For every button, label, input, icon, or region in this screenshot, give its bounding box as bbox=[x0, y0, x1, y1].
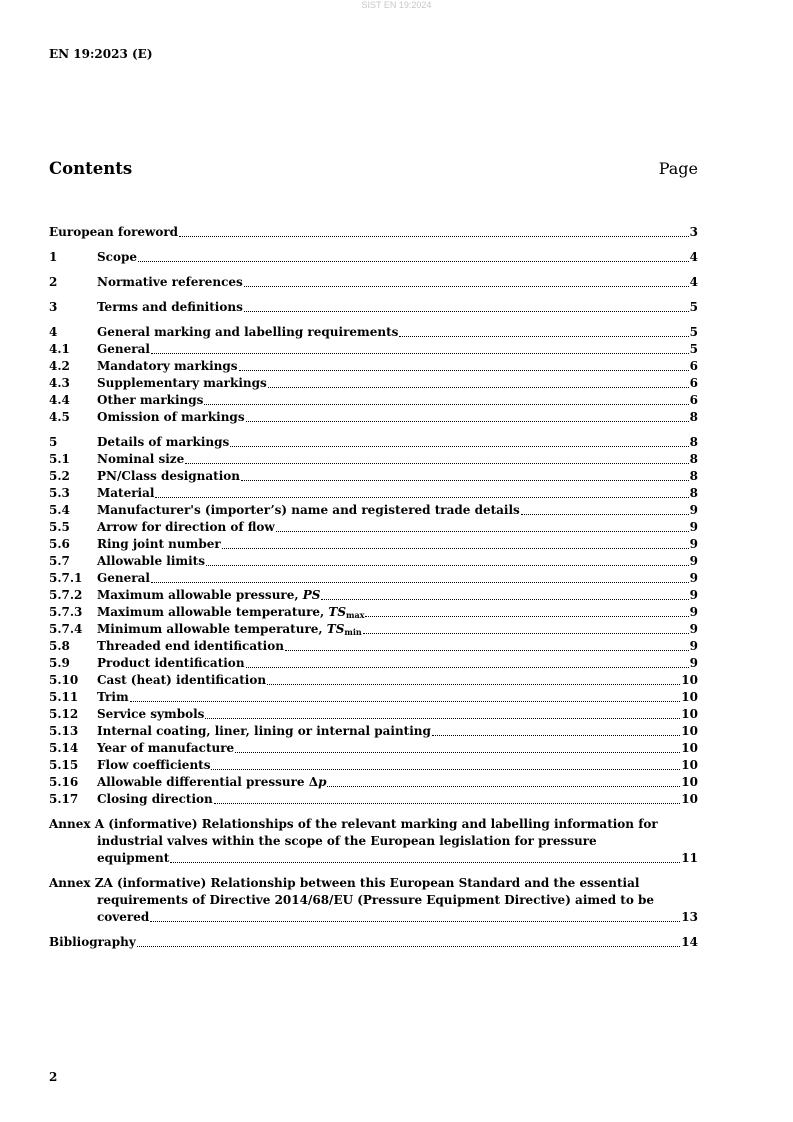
toc-entry-title-text: Maximum allowable pressure, bbox=[97, 588, 303, 602]
table-of-contents bbox=[49, 224, 698, 951]
toc-entry-number: 3 bbox=[49, 300, 58, 314]
leader-dots bbox=[321, 599, 688, 600]
toc-entry-page-number: 3 bbox=[689, 225, 698, 239]
leader-dots bbox=[150, 921, 680, 922]
toc-entry-page-number: 10 bbox=[681, 792, 698, 806]
toc-entry[interactable] bbox=[49, 553, 698, 570]
leader-dots bbox=[205, 718, 680, 719]
toc-entry-number: 5.1 bbox=[49, 452, 70, 466]
leader-dots bbox=[155, 497, 688, 498]
toc-entry-title bbox=[97, 570, 150, 587]
leader-dots bbox=[211, 769, 680, 770]
toc-entry-page-number: 8 bbox=[689, 486, 698, 500]
toc-entry[interactable] bbox=[49, 604, 698, 621]
toc-entry-title bbox=[97, 392, 203, 409]
annex-za-title-line-2: requirements of Directive 2014/68/EU (Pressure Equipment Directive) aimed to be bbox=[97, 893, 655, 907]
toc-entry-page-number: 8 bbox=[689, 452, 698, 466]
toc-entry-number: 5.3 bbox=[49, 486, 70, 500]
toc-entry-title bbox=[97, 434, 229, 451]
toc-entry[interactable] bbox=[49, 392, 698, 409]
toc-entry-title bbox=[97, 587, 320, 604]
toc-entry-number: 5.16 bbox=[49, 775, 79, 789]
toc-entry[interactable] bbox=[49, 672, 698, 689]
toc-entry-title bbox=[97, 536, 221, 553]
toc-entry-number: 4.5 bbox=[49, 410, 70, 424]
toc-entry-page-number: 10 bbox=[681, 775, 698, 789]
leader-dots bbox=[365, 616, 688, 617]
toc-entry-page-number: 9 bbox=[689, 503, 698, 517]
leader-dots bbox=[399, 336, 688, 337]
toc-entry-title-text: Maximum allowable temperature, bbox=[97, 605, 329, 619]
toc-entry-title bbox=[97, 375, 267, 392]
toc-entry-symbol: TS bbox=[328, 605, 347, 619]
toc-entry-number: 1 bbox=[49, 250, 58, 264]
toc-entry-title-text: Terms and definitions bbox=[97, 300, 243, 314]
toc-entry[interactable] bbox=[49, 655, 698, 672]
leader-dots bbox=[285, 650, 689, 651]
toc-entry-number: 5.13 bbox=[49, 724, 79, 738]
toc-entry-title-text: Minimum allowable temperature, bbox=[97, 622, 327, 636]
toc-entry-title bbox=[97, 341, 150, 358]
toc-entry[interactable] bbox=[49, 757, 698, 774]
toc-entry-number: 5.8 bbox=[49, 639, 70, 653]
toc-entry-title bbox=[97, 774, 326, 791]
toc-entry[interactable] bbox=[49, 689, 698, 706]
bibliography-title: Bibliography bbox=[49, 935, 136, 949]
leader-dots bbox=[137, 946, 681, 947]
leader-dots bbox=[244, 286, 689, 287]
toc-entry-title bbox=[97, 655, 245, 672]
toc-entry[interactable] bbox=[49, 587, 698, 604]
toc-entry-title-text: Omission of markings bbox=[97, 410, 245, 424]
toc-entry-number: 5.7.1 bbox=[49, 571, 83, 585]
toc-entry-title-text: Normative references bbox=[97, 275, 243, 289]
toc-entry-page-number: 9 bbox=[689, 554, 698, 568]
toc-entry-page-number: 9 bbox=[689, 571, 698, 585]
toc-entry-number: 5.5 bbox=[49, 520, 70, 534]
toc-entry[interactable] bbox=[49, 468, 698, 485]
leader-dots bbox=[151, 582, 689, 583]
toc-entry-title-text: Other markings bbox=[97, 393, 204, 407]
toc-entry-title-text: Scope bbox=[97, 250, 138, 264]
toc-entry-number: 5.15 bbox=[49, 758, 79, 772]
toc-entry[interactable] bbox=[49, 299, 698, 316]
toc-entry-page-number: 4 bbox=[689, 275, 698, 289]
toc-entry-number: 2 bbox=[49, 275, 58, 289]
leader-dots bbox=[179, 236, 689, 237]
toc-entry-number: 4 bbox=[49, 325, 58, 339]
toc-entry-title bbox=[97, 757, 210, 774]
toc-entry[interactable] bbox=[49, 324, 698, 341]
document-id: EN 19:2023 (E) bbox=[49, 47, 153, 61]
toc-entry-annex-a[interactable] bbox=[49, 816, 698, 867]
toc-entry-title-text: European foreword bbox=[49, 225, 179, 239]
toc-entry-page-number: 4 bbox=[689, 250, 698, 264]
leader-dots bbox=[151, 353, 689, 354]
toc-entry-number: 5 bbox=[49, 435, 58, 449]
toc-entry-page-number: 10 bbox=[681, 707, 698, 721]
toc-entry-title-text: Trim bbox=[97, 690, 129, 704]
leader-dots bbox=[222, 548, 689, 549]
toc-entry-title-text: Cast (heat) identification bbox=[97, 673, 267, 687]
toc-entry-number: 5.7 bbox=[49, 554, 70, 568]
toc-entry-title-text: Supplementary markings bbox=[97, 376, 267, 390]
toc-entry-title bbox=[97, 723, 431, 740]
toc-entry[interactable] bbox=[49, 519, 698, 536]
toc-entry-title bbox=[97, 299, 243, 316]
toc-entry[interactable] bbox=[49, 621, 698, 638]
toc-entry-number: 4.1 bbox=[49, 342, 70, 356]
toc-entry-title-text: PN/Class designation bbox=[97, 469, 241, 483]
toc-entry-title bbox=[97, 638, 284, 655]
toc-entry-bibliography[interactable] bbox=[49, 934, 698, 951]
toc-entry-page-number: 10 bbox=[681, 741, 698, 755]
annex-a-title-line-3: equipment bbox=[97, 851, 170, 865]
toc-entry[interactable] bbox=[49, 249, 698, 266]
toc-entry-page-number: 5 bbox=[689, 300, 698, 314]
leader-dots bbox=[138, 261, 689, 262]
toc-entry-subscript: max bbox=[346, 610, 365, 620]
toc-entry-title bbox=[97, 604, 364, 621]
toc-entry[interactable] bbox=[49, 774, 698, 791]
toc-entry-page-number: 9 bbox=[689, 537, 698, 551]
leader-dots bbox=[267, 684, 680, 685]
toc-entry-title-text: Flow coefficients bbox=[97, 758, 211, 772]
leader-dots bbox=[170, 862, 680, 863]
toc-entry-title-text: Closing direction bbox=[97, 792, 213, 806]
toc-entry-title-text: Details of markings bbox=[97, 435, 230, 449]
toc-entry-title bbox=[97, 502, 520, 519]
toc-entry-number: 5.9 bbox=[49, 656, 70, 670]
toc-entry[interactable] bbox=[49, 409, 698, 426]
toc-entry-page-number: 6 bbox=[689, 359, 698, 373]
toc-entry-symbol: PS bbox=[302, 588, 321, 602]
toc-entry[interactable] bbox=[49, 358, 698, 375]
toc-entry-symbol: TS bbox=[326, 622, 345, 636]
toc-entry-number: 4.2 bbox=[49, 359, 70, 373]
toc-entry-number: 5.7.3 bbox=[49, 605, 83, 619]
toc-entry-title bbox=[49, 224, 178, 241]
toc-entry-title-text: Material bbox=[97, 486, 155, 500]
leader-dots bbox=[185, 463, 688, 464]
toc-entry[interactable] bbox=[49, 638, 698, 655]
leader-dots bbox=[235, 752, 680, 753]
bibliography-page-number: 14 bbox=[681, 935, 698, 949]
leader-dots bbox=[204, 404, 688, 405]
toc-entry-page-number: 6 bbox=[689, 376, 698, 390]
toc-entry-title bbox=[97, 409, 245, 426]
toc-entry-title bbox=[97, 358, 238, 375]
toc-entry-page-number: 8 bbox=[689, 469, 698, 483]
toc-entry-title-text: Manufacturer's (importer’s) name and registered trade details bbox=[97, 503, 520, 517]
toc-entry[interactable] bbox=[49, 502, 698, 519]
leader-dots bbox=[246, 421, 689, 422]
annex-a-title-line-2: industrial valves within the scope of the European legislation for pressure bbox=[97, 834, 597, 848]
footer-page-number: 2 bbox=[49, 1070, 58, 1084]
toc-entry-title-text: General marking and labelling requirements bbox=[97, 325, 399, 339]
toc-entry-title bbox=[97, 274, 243, 291]
toc-entry-title bbox=[97, 672, 266, 689]
toc-entry-title-text: General bbox=[97, 571, 150, 585]
toc-entry-page-number: 8 bbox=[689, 410, 698, 424]
toc-entry-title bbox=[97, 451, 184, 468]
leader-dots bbox=[268, 387, 689, 388]
toc-entry[interactable] bbox=[49, 740, 698, 757]
toc-entry-page-number: 10 bbox=[681, 690, 698, 704]
toc-entry-page-number: 9 bbox=[689, 656, 698, 670]
toc-entry-title bbox=[97, 468, 240, 485]
toc-entry-title bbox=[97, 485, 154, 502]
toc-entry-title-text: Threaded end identification bbox=[97, 639, 284, 653]
toc-entry-title-text: Service symbols bbox=[97, 707, 205, 721]
leader-dots bbox=[246, 667, 689, 668]
annex-za-title-line-1: Annex ZA (informative) Relationship between this European Standard and the essential bbox=[49, 876, 640, 890]
leader-dots bbox=[241, 480, 689, 481]
toc-entry-number: 5.14 bbox=[49, 741, 79, 755]
toc-entry-title bbox=[97, 740, 234, 757]
toc-entry-number: 4.4 bbox=[49, 393, 70, 407]
toc-entry-title bbox=[97, 249, 137, 266]
leader-dots bbox=[244, 311, 689, 312]
toc-entry-number: 5.10 bbox=[49, 673, 79, 687]
toc-entry[interactable] bbox=[49, 341, 698, 358]
toc-entry-title bbox=[97, 706, 204, 723]
toc-entry[interactable] bbox=[49, 274, 698, 291]
toc-entry-page-number: 9 bbox=[689, 639, 698, 653]
annex-a-title-line-1: Annex A (informative) Relationships of the relevant marking and labelling information for bbox=[49, 817, 658, 831]
toc-entry-annex-za[interactable] bbox=[49, 875, 698, 926]
toc-entry-page-number: 9 bbox=[689, 588, 698, 602]
toc-entry-title-text: Ring joint number bbox=[97, 537, 221, 551]
toc-entry-page-number: 8 bbox=[689, 435, 698, 449]
leader-dots bbox=[214, 803, 681, 804]
watermark: SIST EN 19:2024 bbox=[361, 0, 432, 10]
toc-entry-title bbox=[97, 324, 398, 341]
toc-entry-page-number: 9 bbox=[689, 520, 698, 534]
contents-title: Contents bbox=[49, 159, 133, 178]
toc-entry[interactable] bbox=[49, 224, 698, 241]
toc-entry-number: 4.3 bbox=[49, 376, 70, 390]
leader-dots bbox=[239, 370, 689, 371]
toc-entry-title-text: Product identification bbox=[97, 656, 245, 670]
page-column-label: Page bbox=[658, 159, 698, 178]
toc-entry-title-text: Nominal size bbox=[97, 452, 185, 466]
toc-entry-title bbox=[97, 621, 362, 638]
toc-entry[interactable] bbox=[49, 706, 698, 723]
toc-entry-title bbox=[97, 791, 213, 808]
leader-dots bbox=[363, 633, 689, 634]
leader-dots bbox=[206, 565, 689, 566]
toc-entry-number: 5.12 bbox=[49, 707, 79, 721]
annex-a-page-number: 11 bbox=[681, 851, 698, 865]
toc-entry-number: 5.7.2 bbox=[49, 588, 83, 602]
toc-entry-page-number: 10 bbox=[681, 673, 698, 687]
toc-entry-page-number: 5 bbox=[689, 325, 698, 339]
leader-dots bbox=[327, 786, 680, 787]
toc-entry-number: 5.6 bbox=[49, 537, 70, 551]
toc-entry-page-number: 5 bbox=[689, 342, 698, 356]
toc-entry-title-text: General bbox=[97, 342, 150, 356]
toc-entry[interactable] bbox=[49, 570, 698, 587]
toc-entry[interactable] bbox=[49, 451, 698, 468]
toc-entry-number: 5.11 bbox=[49, 690, 79, 704]
toc-entry[interactable] bbox=[49, 791, 698, 808]
toc-entry-title-text: Allowable limits bbox=[97, 554, 205, 568]
toc-entry-number: 5.2 bbox=[49, 469, 70, 483]
toc-entry-number: 5.4 bbox=[49, 503, 70, 517]
leader-dots bbox=[432, 735, 680, 736]
toc-entry-title-text: Arrow for direction of flow bbox=[97, 520, 275, 534]
toc-entry-page-number: 10 bbox=[681, 724, 698, 738]
leader-dots bbox=[130, 701, 681, 702]
toc-entry-number: 5.17 bbox=[49, 792, 79, 806]
toc-entries bbox=[49, 224, 698, 808]
toc-entry-page-number: 10 bbox=[681, 758, 698, 772]
toc-entry-page-number: 9 bbox=[689, 605, 698, 619]
leader-dots bbox=[276, 531, 689, 532]
leader-dots bbox=[230, 446, 688, 447]
toc-entry-title-text: Allowable differential pressure Δ bbox=[97, 775, 319, 789]
annex-za-page-number: 13 bbox=[681, 910, 698, 924]
toc-entry-title-text: Mandatory markings bbox=[97, 359, 238, 373]
toc-entry-subscript: min bbox=[344, 627, 362, 637]
leader-dots bbox=[521, 514, 689, 515]
toc-entry[interactable] bbox=[49, 723, 698, 740]
toc-entry-number: 5.7.4 bbox=[49, 622, 83, 636]
toc-entry[interactable] bbox=[49, 485, 698, 502]
toc-entry-page-number: 6 bbox=[689, 393, 698, 407]
toc-entry[interactable] bbox=[49, 375, 698, 392]
toc-entry-title-text: Year of manufacture bbox=[97, 741, 235, 755]
toc-entry-title bbox=[97, 519, 275, 536]
toc-entry-page-number: 9 bbox=[689, 622, 698, 636]
toc-entry-title bbox=[97, 553, 205, 570]
toc-entry-title-text: Internal coating, liner, lining or internal painting bbox=[97, 724, 431, 738]
toc-entry[interactable] bbox=[49, 434, 698, 451]
toc-entry[interactable] bbox=[49, 536, 698, 553]
toc-entry-symbol: p bbox=[318, 775, 327, 789]
annex-za-title-line-3: covered bbox=[97, 910, 150, 924]
toc-entry-title bbox=[97, 689, 129, 706]
